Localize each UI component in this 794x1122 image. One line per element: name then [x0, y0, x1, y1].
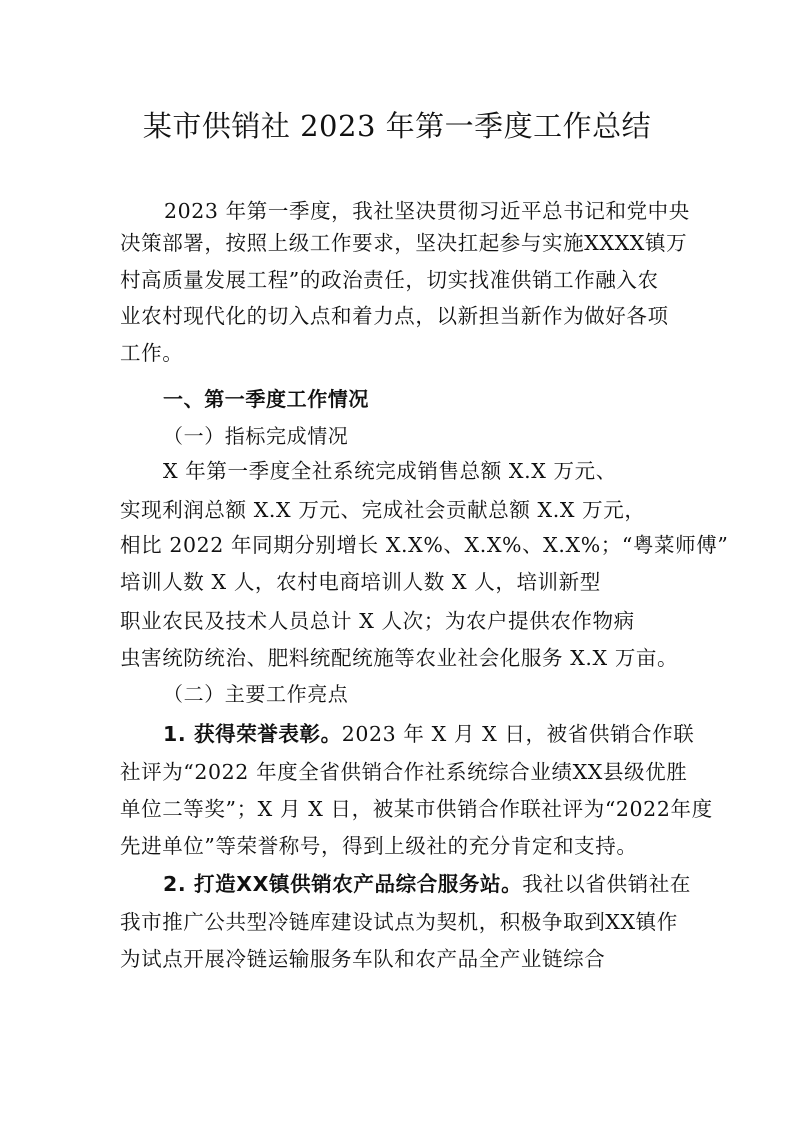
point1-line-3: 单位二等奖”；X 月 X 日，被某市供销合作联社评为“2022年度: [120, 797, 713, 821]
point1-line-1: [163, 719, 694, 749]
point2-line-1: [163, 869, 691, 899]
sub1-line-5: 职业农民及技术人员总计 X 人次；为农户提供农作物病: [120, 609, 635, 633]
sub1-heading: （一）指标完成情况: [163, 424, 349, 448]
intro-line-2: 决策部署，按照上级工作要求，坚决扛起参与实施XXXX镇万: [120, 231, 688, 255]
sub1-line-6: 虫害统防统治、肥料统配统施等农业社会化服务 X.X 万亩。: [120, 646, 679, 670]
point1-line-2: 社评为“2022 年度全省供销合作社系统综合业绩XX县级优胜: [120, 760, 688, 784]
intro-line-3: 村高质量发展工程”的政治责任，切实找准供销工作融入农: [120, 268, 659, 292]
sub1-line-4: 培训人数 X 人，农村电商培训人数 X 人，培训新型: [120, 570, 601, 594]
sub1-line-1: X 年第一季度全社系统完成销售总额 X.X 万元、: [163, 459, 617, 483]
intro-line-5: 工作。: [120, 341, 184, 365]
point1-title: 1. 获得荣誉表彰。: [163, 722, 342, 746]
intro-line-1: 2023 年第一季度，我社坚决贯彻习近平总书记和党中央: [164, 199, 690, 223]
point1-line-4: 先进单位”等荣誉称号，得到上级社的充分肯定和支持。: [120, 834, 638, 858]
sub1-line-2: 实现利润总额 X.X 万元、完成社会贡献总额 X.X 万元，: [120, 498, 646, 522]
sub1-line-3: 相比 2022 年同期分别增长 X.X%、X.X%、X.X%；“粤菜师傅”: [120, 533, 729, 557]
point2-title: 2. 打造XX镇供销农产品综合服务站。: [163, 872, 523, 896]
point2-text: 我社以省供销社在: [522, 872, 692, 896]
point2-line-2: 我市推广公共型冷链库建设试点为契机，积极争取到XX镇作: [120, 910, 678, 934]
section1-heading: 一、第一季度工作情况: [163, 387, 369, 411]
intro-line-4: 业农村现代化的切入点和着力点，以新担当新作为做好各项: [120, 304, 669, 328]
document-title: 某市供销社 2023 年第一季度工作总结: [142, 109, 652, 143]
point1-text: 2023 年 X 月 X 日，被省供销合作联: [341, 722, 695, 746]
point2-line-3: 为试点开展冷链运输服务车队和农产品全产业链综合: [120, 947, 606, 971]
sub2-heading: （二）主要工作亮点: [163, 682, 349, 706]
